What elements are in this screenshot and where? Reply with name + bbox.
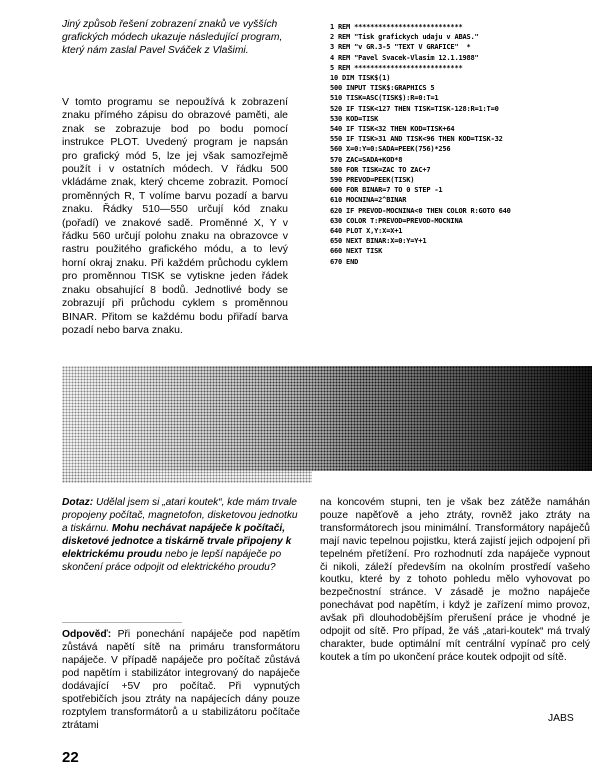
page-number: 22 xyxy=(62,749,79,766)
code-line: 4 REM "Pavel Svacek-Vlasim 12.1.1988" xyxy=(330,53,479,62)
code-line: 510 TISK=ASC(TISK$):R=0:T=1 xyxy=(330,94,439,103)
code-line: 5 REM *************************** xyxy=(330,63,463,72)
reader-question xyxy=(62,496,300,574)
code-line: 1 REM *************************** xyxy=(330,23,463,31)
question-emphasis: Mohu nechávat napáječe k počítači, disketové jednotce a tiskárně trvale připojeny k elektrickému proudu xyxy=(62,523,292,560)
basic-program-listing xyxy=(330,22,592,267)
code-line: 10 DIM TISK$(1) xyxy=(330,74,391,83)
answer-text: Při ponechání napáječe pod napětím zůstává napětí sítě na primáru transformátoru napáječe. V případě napáječe pro počítač zůstává pod napětím i stabilizátor integrovaný do napáječe dodávající +5V pro počítač. Při vypnutých spotřebičích jsou ztráty na napájecích dány pouze rozptylem transformátorů a u stabilizátoru počítače ztrátami xyxy=(62,629,300,731)
halftone-divider-notch xyxy=(62,471,312,483)
author-signature: JABS xyxy=(548,713,574,724)
question-text-end: nebo je lepší napáječe po skončení práce odpojit od elektrického proudu? xyxy=(62,549,282,573)
code-line: 520 IF TISK<127 THEN TISK=TISK-128:R=1:T=0 xyxy=(330,104,499,113)
article-body: V tomto programu se nepoužívá k zobrazení znaku přímého zápisu do obrazové paměti, ale znak se zobrazuje bod po bodu pomocí instrukce PLOT. Uvedený program je napsán pro grafický mód 5, lze jej však samozřejmě použít i v ostatních módech. V řádku 500 vkládáme znak, který chceme zobrazit. Pomocí proměnných R, T volíme barvu pozadí a barvu znaku. Řádky 510—550 určují kód znaku (pořadí) ve znakové sadě. Proměnné X, Y v řádku 560 určují polohu znaku na obrazovce v rastru použitého grafického módu, a to levý horní okraj znaku. Při každém průchodu cyklem pro proměnnou TISK se vytiskne jeden řádek znaku obsahující 8 bodů. Jednotlivé body se zobrazují při průchodu cyklem s proměnnou BINAR. Přitom se každému bodu přiřadí barva pozadí nebo barva znaku. xyxy=(62,96,288,336)
code-line: 620 IF PREVOD-MOCNINA<0 THEN COLOR R:GOTO 640 xyxy=(330,206,511,215)
question-label: Dotaz: xyxy=(62,497,94,508)
code-line: 630 COLOR T:PREVOD=PREVOD-MOCNINA xyxy=(330,216,463,225)
code-line: 640 PLOT X,Y:X=X+1 xyxy=(330,227,403,236)
question-text: Udělal jsem si „atari koutek“, kde mám trvale propojeny počítač, magnetofon, disketovou jednotku a tiskárnu. xyxy=(62,497,298,534)
code-line: 610 MOCNINA=2^BINAR xyxy=(330,196,407,205)
code-line: 560 X=0:Y=0:SADA=PEEK(756)*256 xyxy=(330,145,451,154)
code-line: 660 NEXT TISK xyxy=(330,247,383,256)
code-line: 540 IF TISK<32 THEN KOD=TISK+64 xyxy=(330,125,455,134)
answer-continued: na koncovém stupni, ten je však bez zátěže namáhán pouze napěťově a jeho ztráty, rovněž jako ztráty na transformátorech jsou minimální. Transformátory napáječů mají navic tepelnou pojistku, která zajistí jejich odpojení při tepelném přetížení. Pro rozhodnutí zda napáječe vypnout či nikoli, záleží především na okolním prostředí vašeho koutku, které by z tohoto pohledu mělo vyhovovat po bezpečnostní stránce. V zásadě je možno napáječe ponechávat pod napětím, i když je zařízení mimo provoz, avšak při dlouhodobějším přerušení práce je vhodné je odpojit od sítě. Pro případ, že váš „atari-koutek“ má trvalý charakter, bude optimální mít centrální vypínač pro celý koutek a tím po ukončení práce koutek odpojit od sítě. xyxy=(320,497,590,663)
code-line: 550 IF TISK>31 AND TISK<96 THEN KOD=TISK-32 xyxy=(330,135,503,144)
code-line: 580 FOR TISK=ZAC TO ZAC+7 xyxy=(330,165,431,174)
code-line: 670 END xyxy=(330,257,359,266)
halftone-fade-overlay xyxy=(62,366,592,471)
code-line: 600 FOR BINAR=7 TO 0 STEP -1 xyxy=(330,186,443,195)
code-line: 650 NEXT BINAR:X=0:Y=Y+1 xyxy=(330,237,427,246)
separator-line xyxy=(62,622,182,623)
code-line: 530 KOD=TISK xyxy=(330,114,379,123)
code-line: 3 REM "v GR.3-5 "TEXT V GRAFICE" * xyxy=(330,43,471,52)
editor-answer xyxy=(62,628,300,732)
answer-label: Odpověď: xyxy=(62,629,112,640)
code-line: 570 ZAC=SADA+KOD*8 xyxy=(330,155,403,164)
code-line: 2 REM "Tisk grafickych udaju v ABAS." xyxy=(330,33,479,42)
code-line: 500 INPUT TISK$:GRAPHICS 5 xyxy=(330,84,435,93)
article-intro: Jiný způsob řešení zobrazení znaků ve vyšších grafických módech ukazuje následující program, který nám zaslal Pavel Sváček z Vlašimi. xyxy=(62,19,283,57)
code-line: 590 PREVOD=PEEK(TISK) xyxy=(330,176,415,185)
